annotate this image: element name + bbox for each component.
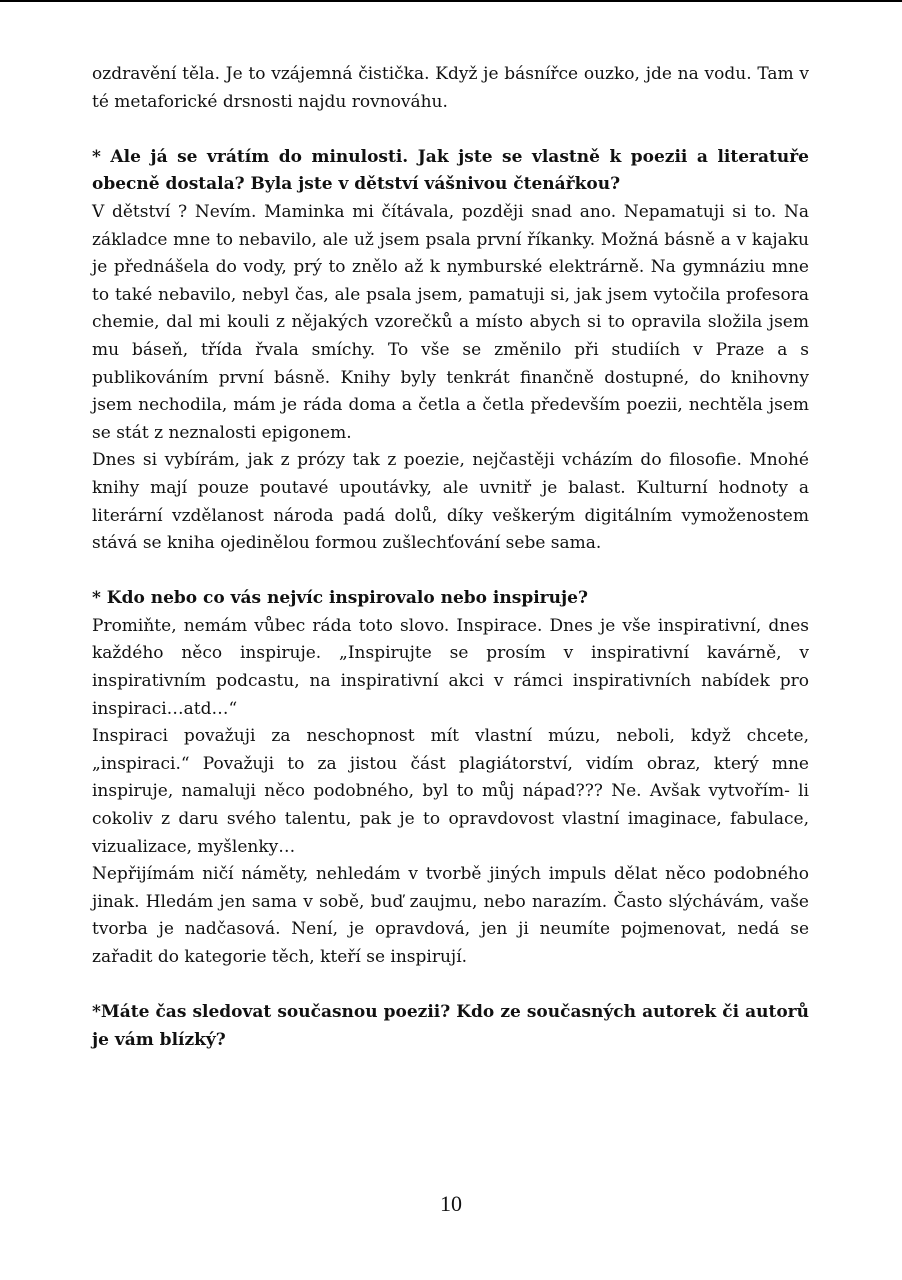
answer-paragraph-own-work: Nepřijímám ničí náměty, nehledám v tvorbě jiných impuls dělat něco podobného jinak. Hledám jen sama v sobě, buď zaujmu, nebo narazím. Často slýchávám, vaše tvorba je nadčasová. Není, je opravdová, jen ji neumíte pojmenovat, nedá se zařadit do kategorie těch, kteří se inspirují. — [92, 864, 809, 967]
answer-paragraph-reading-today: Dnes si vybírám, jak z prózy tak z poezie, nejčastěji vcházím do filosofie. Mnohé knihy mají pouze poutavé upoutávky, ale uvnitř je balast. Kulturní hodnoty a literární vzdělanost národa padá dolů, díky veškerým digitálním vymoženostem stává se kniha ojedinělou formou zušlechťování sebe sama. — [92, 450, 809, 554]
question-heading-past: * Ale já se vrátím do minulosti. Jak jste se vlastně k poezii a literatuře obecně dostala? Byla jste v dětství vášnivou čtenářkou? — [92, 146, 809, 195]
paragraph-gap — [92, 116, 809, 144]
answer-paragraph-childhood: V dětství ? Nevím. Maminka mi čítávala, později snad ano. Nepamatuji si to. Na základce mne to nebavilo, ale už jsem psala první říkanky. Možná básně a v kajaku je přednášela do vody, prý to znělo až k nymburské elektrárně. Na gymnáziu mne to také nebavilo, nebyl čas, ale psala jsem, pamatuji si, jak jsem vytočila profesora chemie, dal mi kouli z nějakých vzorečků a místo abych si to opravila složila jsem mu báseň, třída řvala smíchy. To vše se změnilo při studiích v Praze a s publikováním první básně. Knihy byly tenkrát finančně dostupné, do knihovny jsem nechodila, mám je ráda doma a četla a četla především poezii, nechtěla jsem se stát z neznalosti epigonem. — [92, 201, 809, 443]
answer-paragraph-continuation: ozdravění těla. Je to vzájemná čistička. Když je básnířce ouzko, jde na vodu. Tam v té metaforické drsnosti najdu rovnováhu. — [92, 64, 809, 112]
answer-paragraph-inspiration-word: Promiňte, nemám vůbec ráda toto slovo. Inspirace. Dnes je vše inspirativní, dnes každého něco inspiruje. „Inspirujte se prosím v inspirativní kavárně, v inspirativním podcastu, na inspirativní akci v rámci inspirativních nabídek pro inspiraci…atd…“ — [92, 615, 809, 719]
answer-paragraph-plagiarism: Inspiraci považuji za neschopnost mít vlastní múzu, neboli, když chcete, „inspiraci.“ Považuji to za jistou část plagiátorství, vidím obraz, který mne inspiruje, namaluji něco podobného, byl to můj nápad??? Ne. Avšak vytvořím- li cokoliv z daru svého talentu, pak je to opravdovost vlastní imaginace, fabulace, vizualizace, myšlenky… — [92, 726, 809, 857]
paragraph-gap — [92, 558, 809, 586]
top-border-line — [0, 0, 902, 2]
page-number: 10 — [440, 1191, 462, 1216]
question-heading-contemporary-poetry: *Máte čas sledovat současnou poezii? Kdo ze současných autorek či autorů je vám blízký? — [92, 1002, 809, 1050]
page-body — [92, 61, 809, 1054]
question-heading-inspiration: * Kdo nebo co vás nejvíc inspirovalo nebo inspiruje? — [92, 588, 588, 609]
paragraph-gap — [92, 972, 809, 1000]
